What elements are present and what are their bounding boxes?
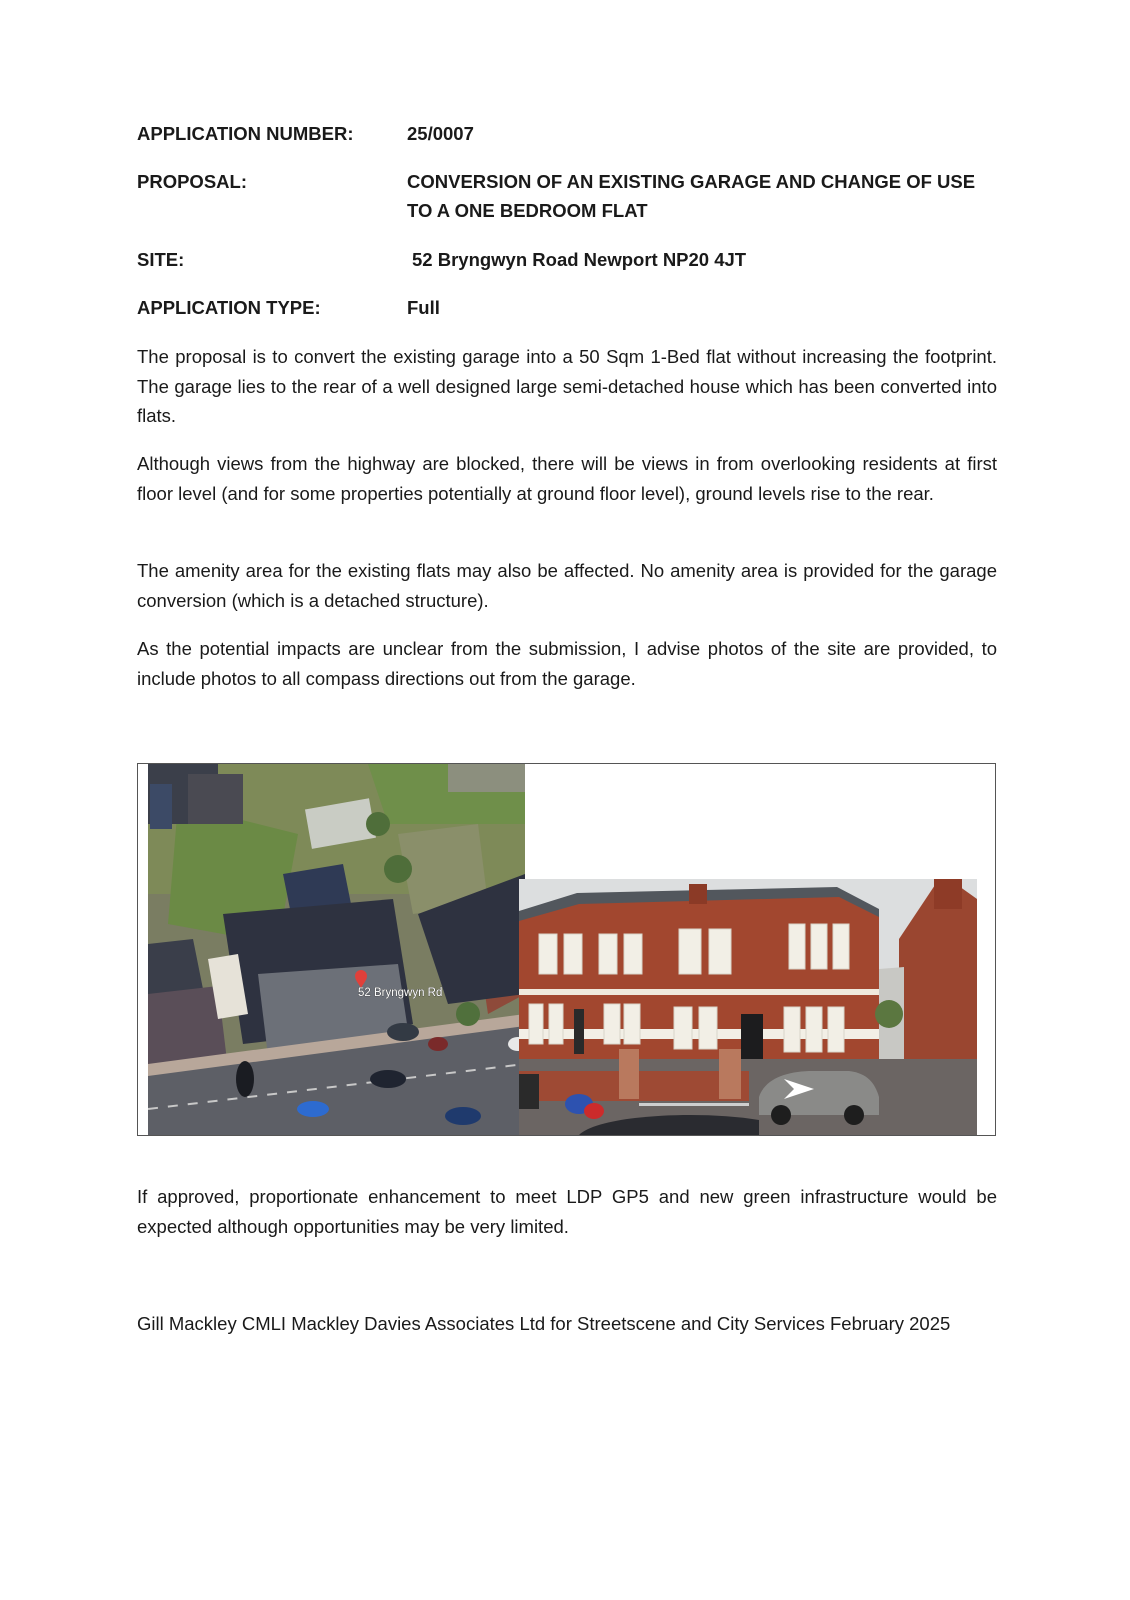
site-value: 52 Bryngwyn Road Newport NP20 4JT xyxy=(412,249,747,270)
application-type-label: APPLICATION TYPE: xyxy=(137,297,321,318)
proposal-label: PROPOSAL: xyxy=(137,171,247,192)
street-photo-image xyxy=(519,879,977,1135)
map-pin-label: 52 Bryngwyn Rd xyxy=(358,987,443,999)
application-number-label: APPLICATION NUMBER: xyxy=(137,123,354,144)
application-type-value: Full xyxy=(407,297,440,318)
aerial-map-image xyxy=(148,764,525,1135)
paragraph-amenity: The amenity area for the existing flats may also be affected. No amenity area is provided for the garage conversion (which is a detached structure). xyxy=(137,560,997,611)
application-number-value: 25/0007 xyxy=(407,123,474,144)
paragraph-proposal-description: The proposal is to convert the existing garage into a 50 Sqm 1-Bed flat without increasing the footprint. The garage lies to the rear of a well designed large semi-detached house which has been converted into flats. xyxy=(137,346,997,426)
paragraph-views: Although views from the highway are blocked, there will be views in from overlooking residents at first floor level (and for some properties potentially at ground floor level), ground levels rise to the rear. xyxy=(137,453,997,504)
site-label: SITE: xyxy=(137,249,185,270)
paragraph-enhancement: If approved, proportionate enhancement to meet LDP GP5 and new green infrastructure would be expected although opportunities may be very limited. xyxy=(137,1186,997,1237)
signature-line: Gill Mackley CMLI Mackley Davies Associates Ltd for Streetscene and City Services February 2025 xyxy=(137,1313,951,1334)
paragraph-photos-advice: As the potential impacts are unclear from the submission, I advise photos of the site are provided, to include photos to all compass directions out from the garage. xyxy=(137,638,997,689)
proposal-value: CONVERSION OF AN EXISTING GARAGE AND CHANGE OF USE TO A ONE BEDROOM FLAT xyxy=(407,171,976,221)
site-photos-frame xyxy=(137,763,996,1136)
